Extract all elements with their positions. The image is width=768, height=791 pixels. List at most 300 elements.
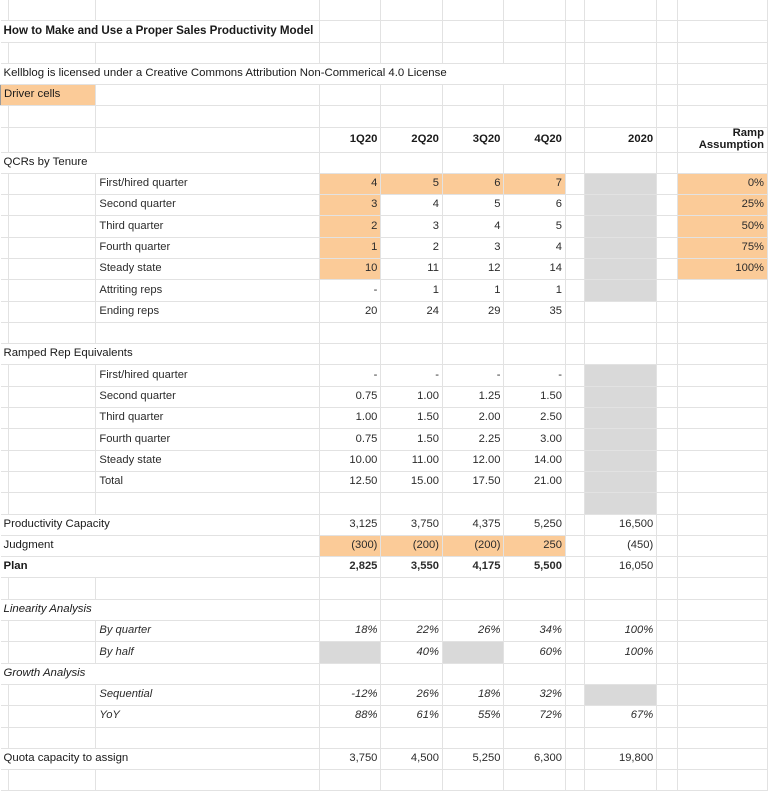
cell <box>442 578 504 599</box>
cell-linearity-byquarter-q3: 26% <box>442 621 504 642</box>
cell <box>442 85 504 106</box>
cell <box>504 21 566 42</box>
cell <box>677 408 767 429</box>
table-row <box>1 195 768 216</box>
cell <box>96 727 320 748</box>
page-title: How to Make and Use a Proper Sales Productivity Model <box>1 21 320 42</box>
cell <box>585 727 657 748</box>
cell <box>565 727 584 748</box>
cell <box>677 493 767 514</box>
row-label: Third quarter <box>96 408 320 429</box>
table-row <box>1 429 768 450</box>
cell <box>319 21 381 42</box>
cell-linearity-byhalf-year: 100% <box>585 642 657 663</box>
cell-judgment-q3[interactable]: (200) <box>442 535 504 556</box>
row-label: First/hired quarter <box>96 173 320 194</box>
cell <box>96 493 320 514</box>
cell-qcr-steady-q1[interactable]: 10 <box>319 258 381 279</box>
cell <box>1 727 9 748</box>
cell <box>504 493 566 514</box>
cell <box>9 258 96 279</box>
cell-rre-steady-year <box>585 450 657 471</box>
sheet-row-blank <box>1 0 768 21</box>
cell <box>677 663 767 684</box>
cell <box>1 578 9 599</box>
cell-growth-sequential-year <box>585 684 657 705</box>
cell <box>442 42 504 63</box>
cell <box>381 85 443 106</box>
cell <box>1 216 9 237</box>
cell <box>504 152 566 173</box>
title-row <box>1 21 768 42</box>
section-title: QCRs by Tenure <box>1 152 320 173</box>
cell <box>677 386 767 407</box>
cell <box>585 106 657 127</box>
cell <box>9 280 96 301</box>
ramp-line-2: Assumption <box>698 138 764 151</box>
row-label: Fourth quarter <box>96 429 320 450</box>
cell-qcr-third-year <box>585 216 657 237</box>
cell <box>565 173 584 194</box>
cell-qcr-steady-year <box>585 258 657 279</box>
cell-qcr-second-q1[interactable]: 3 <box>319 195 381 216</box>
cell-qcr-third-q1[interactable]: 2 <box>319 216 381 237</box>
cell <box>1 706 9 727</box>
cell-plan-year: 16,050 <box>585 557 657 578</box>
cell-qcr-first-q3[interactable]: 6 <box>442 173 504 194</box>
section-heading-linearity <box>1 599 768 620</box>
cell <box>442 322 504 343</box>
table-row <box>1 280 768 301</box>
cell-growth-yoy-q3: 55% <box>442 706 504 727</box>
cell <box>565 152 584 173</box>
cell <box>585 63 657 84</box>
cell <box>657 322 678 343</box>
row-label-total: Total <box>96 471 320 492</box>
cell <box>677 365 767 386</box>
cell <box>565 557 584 578</box>
cell-qcr-steady-q3[interactable]: 12 <box>442 258 504 279</box>
cell <box>1 0 9 21</box>
cell-rre-total-q1: 12.50 <box>319 471 381 492</box>
cell-capacity-q3: 4,375 <box>442 514 504 535</box>
cell <box>504 578 566 599</box>
cell <box>565 578 584 599</box>
cell <box>381 322 443 343</box>
cell <box>9 770 96 791</box>
cell-ramp-steady[interactable]: 100% <box>677 258 767 279</box>
cell-qcr-ending-year <box>585 301 657 322</box>
cell-qcr-steady-q2[interactable]: 11 <box>381 258 443 279</box>
cell <box>565 106 584 127</box>
row-label: First/hired quarter <box>96 365 320 386</box>
cell <box>381 344 443 365</box>
row-label: Third quarter <box>96 216 320 237</box>
cell-plan-q3: 4,175 <box>442 557 504 578</box>
cell <box>657 642 678 663</box>
cell-linearity-byhalf-q1 <box>319 642 381 663</box>
cell <box>585 344 657 365</box>
cell-rre-total-year <box>585 471 657 492</box>
cell <box>565 280 584 301</box>
cell <box>585 85 657 106</box>
cell-capacity-q2: 3,750 <box>381 514 443 535</box>
cell <box>585 770 657 791</box>
cell <box>677 322 767 343</box>
cell <box>1 127 9 152</box>
cell <box>1 642 9 663</box>
cell-growth-yoy-q4: 72% <box>504 706 566 727</box>
cell-ramp-first[interactable]: 0% <box>677 173 767 194</box>
cell <box>9 322 96 343</box>
cell-qcr-third-q4[interactable]: 5 <box>504 216 566 237</box>
cell-growth-sequential-q2: 26% <box>381 684 443 705</box>
cell <box>319 493 381 514</box>
cell <box>657 429 678 450</box>
cell <box>96 578 320 599</box>
cell-rre-fourth-q4: 3.00 <box>504 429 566 450</box>
legend-driver-cells: Driver cells <box>1 85 96 106</box>
cell <box>657 0 678 21</box>
cell <box>657 386 678 407</box>
table-row <box>1 684 768 705</box>
cell <box>657 173 678 194</box>
cell-qcr-ending-q4[interactable]: 35 <box>504 301 566 322</box>
table-row <box>1 557 768 578</box>
cell-growth-yoy-q1: 88% <box>319 706 381 727</box>
sheet-row-blank <box>1 106 768 127</box>
cell <box>504 344 566 365</box>
cell-rre-total-q3: 17.50 <box>442 471 504 492</box>
cell <box>442 152 504 173</box>
table-row <box>1 642 768 663</box>
col-header-4q20: 4Q20 <box>504 127 566 152</box>
cell-qcr-ending-q3[interactable]: 29 <box>442 301 504 322</box>
cell <box>565 322 584 343</box>
cell <box>9 429 96 450</box>
cell <box>504 663 566 684</box>
cell <box>565 493 584 514</box>
cell-qcr-attrit-q1[interactable]: - <box>319 280 381 301</box>
cell-linearity-byhalf-q2: 40% <box>381 642 443 663</box>
cell-qcr-attrit-year <box>585 280 657 301</box>
cell <box>657 106 678 127</box>
cell-rre-third-q3: 2.00 <box>442 408 504 429</box>
table-row <box>1 173 768 194</box>
cell <box>565 386 584 407</box>
cell <box>381 106 443 127</box>
cell <box>96 770 320 791</box>
cell <box>657 748 678 769</box>
row-label-quota-capacity: Quota capacity to assign <box>1 748 320 769</box>
cell <box>1 684 9 705</box>
cell <box>504 85 566 106</box>
table-row <box>1 408 768 429</box>
cell <box>657 280 678 301</box>
cell <box>96 42 320 63</box>
cell-qcr-second-q3[interactable]: 5 <box>442 195 504 216</box>
cell <box>9 42 96 63</box>
cell-qcr-first-q4[interactable]: 7 <box>504 173 566 194</box>
cell-rre-fourth-q1: 0.75 <box>319 429 381 450</box>
cell <box>677 621 767 642</box>
col-header-2q20: 2Q20 <box>381 127 443 152</box>
cell <box>1 258 9 279</box>
cell <box>677 684 767 705</box>
cell <box>9 621 96 642</box>
cell <box>657 471 678 492</box>
col-header-3q20: 3Q20 <box>442 127 504 152</box>
cell <box>677 557 767 578</box>
cell-qcr-attrit-q2[interactable]: 1 <box>381 280 443 301</box>
table-row <box>1 514 768 535</box>
cell-rre-first-q3: - <box>442 365 504 386</box>
sheet-row-blank <box>1 727 768 748</box>
row-label: By half <box>96 642 320 663</box>
cell <box>565 195 584 216</box>
cell <box>677 514 767 535</box>
cell <box>9 173 96 194</box>
cell-qcr-first-year <box>585 173 657 194</box>
cell <box>1 493 9 514</box>
cell <box>9 237 96 258</box>
cell-judgment-q4[interactable]: 250 <box>504 535 566 556</box>
cell <box>677 578 767 599</box>
cell-rre-fourth-q2: 1.50 <box>381 429 443 450</box>
cell <box>565 63 584 84</box>
cell-ramp-third[interactable]: 50% <box>677 216 767 237</box>
cell-rre-second-year <box>585 386 657 407</box>
row-label: Steady state <box>96 258 320 279</box>
cell <box>381 493 443 514</box>
cell <box>381 42 443 63</box>
cell-quota-q2: 4,500 <box>381 748 443 769</box>
cell <box>657 514 678 535</box>
cell <box>585 322 657 343</box>
cell <box>9 216 96 237</box>
cell <box>9 195 96 216</box>
cell <box>565 748 584 769</box>
cell-qcr-attrit-q3[interactable]: 1 <box>442 280 504 301</box>
cell <box>565 535 584 556</box>
cell <box>319 42 381 63</box>
cell <box>504 599 566 620</box>
cell <box>9 684 96 705</box>
cell-rre-steady-q3: 12.00 <box>442 450 504 471</box>
cell <box>657 216 678 237</box>
cell <box>1 471 9 492</box>
cell-rre-first-year <box>585 365 657 386</box>
table-row <box>1 258 768 279</box>
cell-qcr-third-q3[interactable]: 4 <box>442 216 504 237</box>
table-row <box>1 535 768 556</box>
cell <box>9 493 96 514</box>
cell <box>677 748 767 769</box>
cell <box>565 706 584 727</box>
cell-qcr-second-year <box>585 195 657 216</box>
cell <box>319 599 381 620</box>
row-label: Attriting reps <box>96 280 320 301</box>
cell <box>9 706 96 727</box>
cell <box>504 322 566 343</box>
cell <box>677 599 767 620</box>
cell <box>565 684 584 705</box>
section-heading-growth <box>1 663 768 684</box>
cell-qcr-second-q4[interactable]: 6 <box>504 195 566 216</box>
cell-rre-second-q4: 1.50 <box>504 386 566 407</box>
cell <box>677 450 767 471</box>
cell-growth-yoy-year: 67% <box>585 706 657 727</box>
cell <box>1 195 9 216</box>
cell <box>677 106 767 127</box>
cell-ramp-second[interactable]: 25% <box>677 195 767 216</box>
cell <box>585 493 657 514</box>
cell-rre-first-q4: - <box>504 365 566 386</box>
cell <box>677 727 767 748</box>
cell-rre-total-q2: 15.00 <box>381 471 443 492</box>
cell <box>504 42 566 63</box>
cell <box>585 152 657 173</box>
cell <box>96 0 320 21</box>
cell <box>96 85 320 106</box>
cell-qcr-first-q1[interactable]: 4 <box>319 173 381 194</box>
cell <box>9 471 96 492</box>
cell <box>677 63 767 84</box>
cell <box>442 770 504 791</box>
cell <box>442 0 504 21</box>
cell <box>442 344 504 365</box>
cell-qcr-first-q2[interactable]: 5 <box>381 173 443 194</box>
cell <box>657 621 678 642</box>
cell <box>677 85 767 106</box>
table-row <box>1 216 768 237</box>
cell <box>442 106 504 127</box>
cell-qcr-fourth-q1[interactable]: 1 <box>319 237 381 258</box>
sheet-row-blank <box>1 578 768 599</box>
cell <box>657 301 678 322</box>
section-title: Linearity Analysis <box>1 599 320 620</box>
cell <box>585 42 657 63</box>
cell <box>565 21 584 42</box>
cell-qcr-ending-q1[interactable]: 20 <box>319 301 381 322</box>
cell <box>381 21 443 42</box>
cell-capacity-q1: 3,125 <box>319 514 381 535</box>
cell <box>1 280 9 301</box>
cell-quota-q3: 5,250 <box>442 748 504 769</box>
cell <box>565 450 584 471</box>
section-heading-qcrs <box>1 152 768 173</box>
cell-qcr-third-q2[interactable]: 3 <box>381 216 443 237</box>
cell-rre-total-q4: 21.00 <box>504 471 566 492</box>
cell <box>9 578 96 599</box>
cell-qcr-fourth-q3[interactable]: 3 <box>442 237 504 258</box>
cell <box>9 0 96 21</box>
cell <box>657 493 678 514</box>
cell <box>1 450 9 471</box>
cell-growth-yoy-q2: 61% <box>381 706 443 727</box>
cell <box>9 386 96 407</box>
cell <box>9 727 96 748</box>
cell <box>565 127 584 152</box>
cell-qcr-second-q2[interactable]: 4 <box>381 195 443 216</box>
cell <box>657 127 678 152</box>
cell <box>319 85 381 106</box>
cell-qcr-attrit-q4[interactable]: 1 <box>504 280 566 301</box>
cell <box>585 578 657 599</box>
cell-rre-third-q1: 1.00 <box>319 408 381 429</box>
cell <box>565 301 584 322</box>
cell <box>565 216 584 237</box>
cell <box>565 642 584 663</box>
cell <box>657 21 678 42</box>
cell-qcr-ending-q2[interactable]: 24 <box>381 301 443 322</box>
cell-ramp-fourth[interactable]: 75% <box>677 237 767 258</box>
cell <box>319 663 381 684</box>
cell <box>565 621 584 642</box>
cell-qcr-steady-q4[interactable]: 14 <box>504 258 566 279</box>
license-text: Kellblog is licensed under a Creative Commons Attribution Non-Commerical 4.0 License <box>1 63 566 84</box>
cell-ramp-attrit <box>677 280 767 301</box>
cell <box>504 106 566 127</box>
cell <box>677 21 767 42</box>
cell <box>319 770 381 791</box>
cell-qcr-fourth-year <box>585 237 657 258</box>
cell <box>585 0 657 21</box>
cell-plan-q4: 5,500 <box>504 557 566 578</box>
cell <box>657 770 678 791</box>
cell <box>9 365 96 386</box>
cell-judgment-q2[interactable]: (200) <box>381 535 443 556</box>
cell <box>319 344 381 365</box>
cell <box>9 301 96 322</box>
section-title: Growth Analysis <box>1 663 320 684</box>
sheet-row-blank <box>1 770 768 791</box>
cell <box>9 106 96 127</box>
cell-rre-third-year <box>585 408 657 429</box>
cell-rre-third-q4: 2.50 <box>504 408 566 429</box>
table-row <box>1 386 768 407</box>
cell <box>657 663 678 684</box>
cell <box>657 237 678 258</box>
cell <box>1 42 9 63</box>
cell <box>677 344 767 365</box>
row-label: Steady state <box>96 450 320 471</box>
cell-linearity-byquarter-q4: 34% <box>504 621 566 642</box>
cell-judgment-q1[interactable]: (300) <box>319 535 381 556</box>
cell <box>381 152 443 173</box>
cell <box>9 642 96 663</box>
cell-qcr-fourth-q4[interactable]: 4 <box>504 237 566 258</box>
cell <box>677 471 767 492</box>
table-row <box>1 450 768 471</box>
cell <box>677 535 767 556</box>
cell-rre-first-q2: - <box>381 365 443 386</box>
table-row <box>1 706 768 727</box>
cell <box>657 344 678 365</box>
cell <box>657 557 678 578</box>
col-header-ramp-assumption <box>677 127 767 152</box>
cell <box>565 663 584 684</box>
cell <box>96 106 320 127</box>
cell <box>657 706 678 727</box>
cell <box>504 770 566 791</box>
cell-qcr-fourth-q2[interactable]: 2 <box>381 237 443 258</box>
cell <box>1 621 9 642</box>
cell <box>381 663 443 684</box>
row-label: Second quarter <box>96 195 320 216</box>
row-label: Ending reps <box>96 301 320 322</box>
cell <box>96 127 320 152</box>
